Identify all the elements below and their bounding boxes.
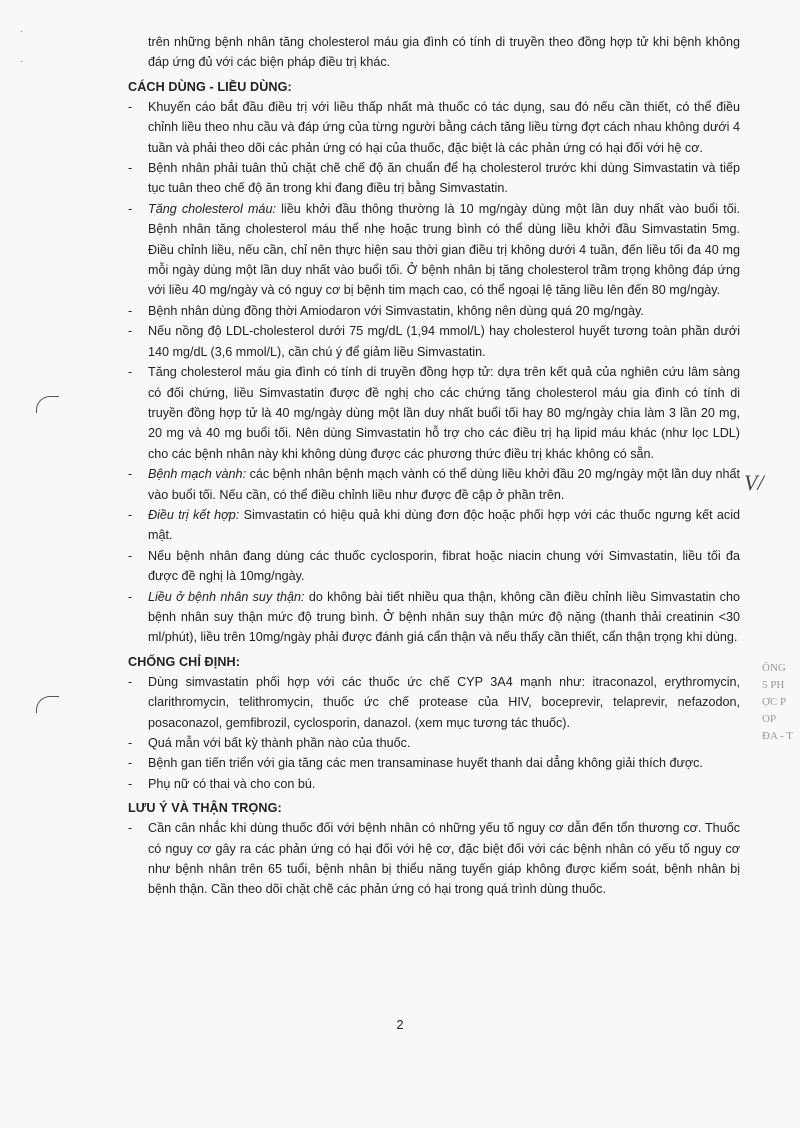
list-item: - Phụ nữ có thai và cho con bú. [128,774,740,794]
item-text: Tăng cholesterol máu gia đình có tính di truyền đồng hợp tử: dựa trên kết quả của nghiên cứu lâm sàng có đối chứng, liều Simvastatin được đề nghị cho các chứng tăng cholesterol máu gia đình có tính di truyền đồng hợp tử là 40 mg/ngày dùng một lần duy nhất buổi tối hay 80 mg/ngày chia làm 3 lần 20 mg, 20 mg và 40 mg buổi tối. Nên dùng Simvastatin hỗ trợ cho các điều trị hạ lipid máu khác (như lọc LDL) cho các bệnh nhân này khi không dùng được các phương thức điều trị khác không có sẵn. [148,365,740,461]
section-title-precautions: LƯU Ý VÀ THẬN TRỌNG: [128,801,282,816]
dosage-list [128,97,740,648]
margin-mark: · [20,26,24,37]
section-title-contraindications: CHỐNG CHỈ ĐỊNH: [128,654,241,669]
handwritten-signature: V/ [744,470,764,495]
page-number: 2 [396,1018,404,1032]
item-lead: Tăng cholesterol máu: [148,201,276,216]
item-text: Nếu nồng độ LDL-cholesterol dưới 75 mg/dL (1,94 mmol/L) hay cholesterol huyết tương toàn phần dưới 140 mg/dL (3,6 mmol/L), cần chú ý để giảm liều Simvastatin. [148,324,740,359]
list-item [128,321,740,362]
edge-stamp-line: ỢC P [762,696,787,708]
document-body [128,32,740,900]
list-item [128,587,740,648]
list-item [128,301,740,321]
item-lead: Điều trị kết hợp: [148,507,240,522]
list-item: - Quá mẫn với bất kỳ thành phần nào của thuốc. [128,733,740,753]
item-lead: Bệnh mạch vành: [148,467,247,482]
list-item [128,505,740,546]
list-item [128,97,740,158]
edge-stamp-line: ĐA - T [762,730,793,742]
item-text: Nếu bệnh nhân đang dùng các thuốc cyclosporin, fibrat hoặc niacin chung với Simvastatin, liều tối đa được đề nghị là 10mg/ngày. [148,548,740,584]
list-item: - Bệnh gan tiến triển với gia tăng các men transaminase huyết thanh dai dẳng không giải thích được. [128,753,740,773]
list-item [128,362,740,464]
list-item [128,464,740,505]
margin-mark: · [20,56,24,67]
list-item: - Cần cân nhắc khi dùng thuốc đối với bệnh nhân có những yếu tố nguy cơ dẫn đến tổn thương cơ. Thuốc có nguy cơ gây ra các phản ứng có hại đối với hệ cơ, đặc biệt đối với các bệnh nhân có yếu tố nguy cơ như bệnh nhân trên 65 tuổi, bệnh nhân bị thiểu năng tuyến giáp không được kiểm soát, bệnh nhân bị bệnh thận. Cần theo dõi chặt chẽ các phản ứng có hại trong quá trình dùng thuốc. [128,818,740,900]
item-text: liều khởi đầu thông thường là 10 mg/ngày dùng một lần duy nhất vào buổi tối. Bệnh nhân tăng cholesterol máu thể nhẹ hoặc trung bình có thể dùng liều khởi đầu Simvastatin 5mg. Điều chỉnh liều, nếu cần, chỉ nên thực hiện sau thời gian điều trị không dưới 4 tuần, đến liều tối đa 40 mg mỗi ngày dùng một lần duy nhất vào buổi tối. Ở bệnh nhân bị tăng cholesterol trầm trọng không đáp ứng với liều 40 mg/ngày và có nguy cơ bị bệnh tim mạch cao, có thể ngoại lệ tăng liều lên đến 80 mg/ngày. [148,201,740,298]
edge-stamp [762,660,800,770]
binding-mark [36,696,59,713]
contraindications-list [128,672,740,794]
item-lead: Liều ở bệnh nhân suy thận: [148,589,305,604]
section-title-dosage: CÁCH DÙNG - LIỀU DÙNG: [128,79,292,94]
edge-stamp-line: 5 PH [762,679,785,691]
list-item [128,546,740,587]
list-item [128,158,740,199]
precautions-list [128,818,740,900]
edge-stamp-line: ÔNG [762,662,786,674]
item-text: Bệnh nhân phải tuân thủ chặt chẽ chế độ ăn chuẩn để hạ cholesterol trước khi dùng Simvastatin và tiếp tục tuân theo chế độ ăn trong khi đang điều trị bằng Simvastatin. [148,161,740,196]
list-item: - Dùng simvastatin phối hợp với các thuốc ức chế CYP 3A4 mạnh như: itraconazol, erythromycin, clarithromycin, telithromycin, thuốc ức chế protease của HIV, boceprevir, telaprevir, nefazodon, posaconazol, gemfibrozil, cyclosporin, danazol. (xem mục tương tác thuốc). [128,672,740,733]
item-text: các bệnh nhân bệnh mạch vành có thể dùng liều khởi đầu 20 mg/ngày một lần duy nhất vào buổi tối. Nếu cần, có thể điều chỉnh liều như được đề cập ở phần trên. [148,467,740,502]
binding-mark [36,396,59,413]
item-text: do không bài tiết nhiều qua thận, không cần điều chỉnh liều Simvastatin cho bệnh nhân suy thận mức độ trung bình. Ở bệnh nhân suy thận mức độ nặng (thanh thải creatinin <30 ml/phút), liều trên 10mg/ngày phải được đánh giá cẩn thận và nếu thấy cần thiết, cẩn thận trọng khi dùng. [148,589,740,645]
item-text: Bệnh nhân dùng đồng thời Amiodaron với Simvastatin, không nên dùng quá 20 mg/ngày. [148,303,644,318]
intro-paragraph: trên những bệnh nhân tăng cholesterol máu gia đình có tính di truyền theo đồng hợp tử khi bệnh không đáp ứng đủ với các biện pháp điều trị khác. [148,35,740,70]
edge-stamp-line: OP [762,713,777,725]
item-text: Simvastatin có hiệu quả khi dùng đơn độc hoặc phối hợp với các thuốc ngưng kết acid mật. [148,507,740,543]
item-text: Khuyến cáo bắt đầu điều trị với liều thấp nhất mà thuốc có tác dụng, sau đó nếu cần thiết, có thể điều chỉnh liều theo nhu cầu và đáp ứng của từng người bằng cách tăng liều từng đợt cách nhau không dưới 4 tuần và phải theo dõi các phản ứng có hại của thuốc, đặc biệt là các phản ứng có hại đối với hệ cơ. [148,99,740,155]
list-item [128,199,740,301]
